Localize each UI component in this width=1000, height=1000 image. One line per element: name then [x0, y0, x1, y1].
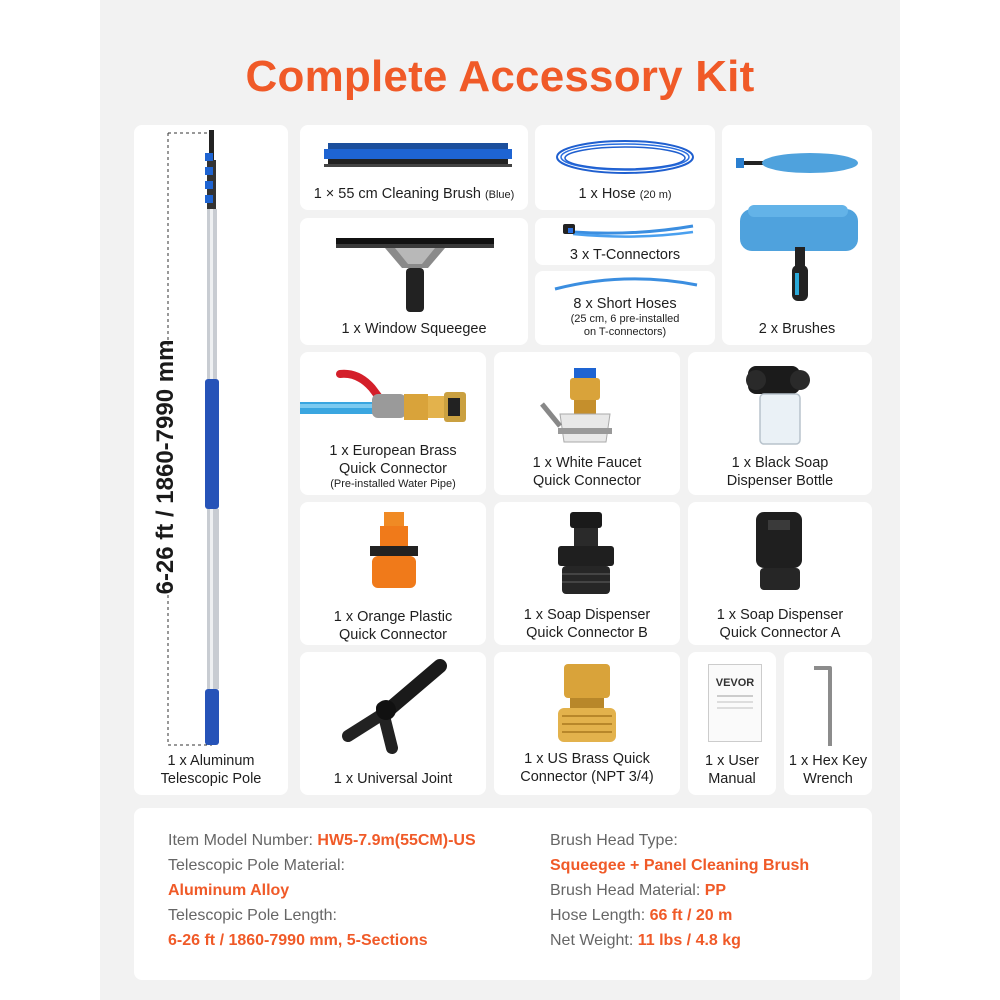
manual-text-lines-2	[717, 701, 753, 703]
card-soap-connector-b	[494, 502, 680, 645]
card-t-connectors	[535, 218, 715, 265]
card-universal-joint	[300, 652, 486, 795]
manual-brand: VEVOR	[715, 677, 755, 689]
microfiber-brushes-icon	[722, 125, 872, 345]
spec-net-weight: Net Weight: 11 lbs / 4.8 kg	[550, 932, 741, 949]
white-faucet-line2: Quick Connector	[533, 473, 641, 489]
hex-key-line1: 1 x Hex Key	[788, 753, 868, 769]
spec-right-column	[550, 828, 860, 953]
specifications-panel	[134, 808, 872, 980]
short-hoses-sub2: on T-connectors)	[583, 326, 667, 338]
page	[100, 0, 900, 1000]
soap-bottle-line2: Dispenser Bottle	[726, 473, 834, 489]
card-user-manual	[688, 652, 776, 795]
card-short-hoses	[535, 271, 715, 345]
card-orange-plastic-connector	[300, 502, 486, 645]
soap-b-line2: Quick Connector B	[526, 625, 648, 641]
spec-pole-length-value: 6-26 ft / 1860-7990 mm, 5-Sections	[168, 932, 428, 949]
pole-dimension-text: 6-26 ft / 1860-7990 mm	[152, 339, 179, 595]
orange-plastic-line2: Quick Connector	[339, 627, 447, 643]
manual-line2: Manual	[708, 771, 756, 787]
page-title: Complete Accessory Kit	[245, 52, 755, 101]
spec-hose-length: Hose Length: 66 ft / 20 m	[550, 907, 733, 924]
euro-brass-sub: (Pre-installed Water Pipe)	[330, 478, 456, 490]
soap-a-line1: 1 x Soap Dispenser	[716, 607, 844, 623]
soap-bottle-line1: 1 x Black Soap	[731, 455, 829, 471]
spec-left-column	[168, 828, 538, 953]
user-manual-icon	[708, 664, 762, 742]
card-telescopic-pole	[134, 125, 288, 795]
card-soap-connector-a	[688, 502, 872, 645]
spec-pole-length-label: Telescopic Pole Length:	[168, 907, 337, 924]
short-hoses-label: 8 x Short Hoses	[573, 296, 677, 312]
card-hex-key	[784, 652, 872, 795]
us-brass-line1: 1 x US Brass Quick	[524, 751, 650, 767]
manual-line1: 1 x User	[705, 753, 759, 769]
card-soap-dispenser-bottle	[688, 352, 872, 495]
spec-brush-type-value: Squeegee + Panel Cleaning Brush	[550, 857, 810, 874]
card-us-brass-connector	[494, 652, 680, 795]
card-window-squeegee	[300, 218, 528, 345]
card-hose	[535, 125, 715, 210]
pole-label-line2: Telescopic Pole	[160, 771, 262, 787]
manual-text-lines	[717, 695, 753, 697]
card-cleaning-brush-55cm	[300, 125, 528, 210]
white-faucet-line1: 1 x White Faucet	[532, 455, 642, 471]
brushes-label: 2 x Brushes	[758, 321, 836, 337]
hex-key-line2: Wrench	[803, 771, 853, 787]
manual-text-lines-3	[717, 707, 753, 709]
card-european-brass-connector	[300, 352, 486, 495]
squeegee-label: 1 x Window Squeegee	[341, 321, 487, 337]
short-hoses-sub1: (25 cm, 6 pre-installed	[570, 313, 680, 325]
spec-brush-type-label: Brush Head Type:	[550, 832, 678, 849]
pole-label-line1: 1 x Aluminum	[167, 753, 255, 769]
spec-brush-material: Brush Head Material: PP	[550, 882, 727, 899]
euro-brass-line1: 1 x European Brass	[329, 443, 457, 459]
euro-brass-line2: Quick Connector	[339, 461, 447, 477]
soap-a-line2: Quick Connector A	[719, 625, 841, 641]
card-white-faucet-connector	[494, 352, 680, 495]
orange-plastic-line1: 1 x Orange Plastic	[333, 609, 453, 625]
spec-pole-material-label: Telescopic Pole Material:	[168, 857, 345, 874]
soap-b-line1: 1 x Soap Dispenser	[523, 607, 651, 623]
us-brass-line2: Connector (NPT 3/4)	[520, 769, 654, 785]
spec-pole-material-value: Aluminum Alloy	[168, 882, 290, 899]
hose-label: 1 x Hose (20 m)	[578, 186, 672, 202]
card-brushes	[722, 125, 872, 345]
t-connectors-label: 3 x T-Connectors	[569, 247, 681, 263]
brush55-label: 1 × 55 cm Cleaning Brush (Blue)	[313, 186, 515, 202]
spec-model: Item Model Number: HW5-7.9m(55CM)-US	[168, 832, 476, 849]
universal-joint-label: 1 x Universal Joint	[333, 771, 453, 787]
